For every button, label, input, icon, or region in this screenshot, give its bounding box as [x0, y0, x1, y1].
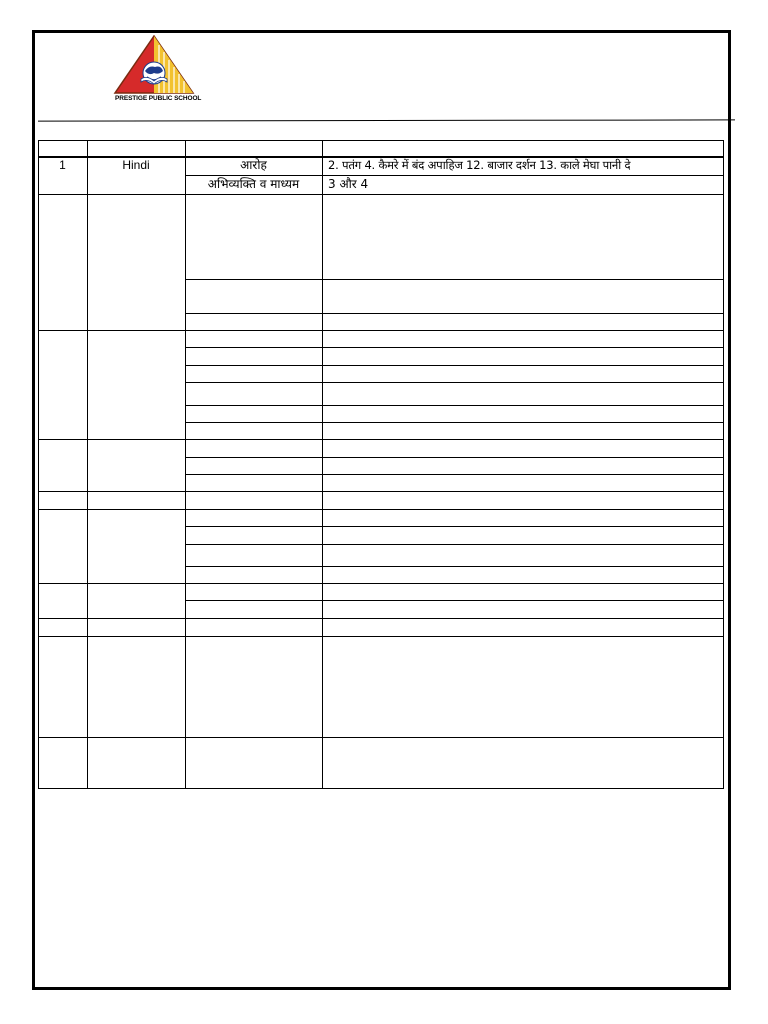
book-title: अभिव्यक्ति व माध्यम [207, 177, 300, 191]
book-title: आरोह [240, 158, 267, 172]
row-serial: 1 [59, 158, 66, 172]
header-divider [38, 119, 735, 121]
school-name: PRESTIGE PUBLIC SCHOOL [115, 95, 202, 102]
syllabus-table [38, 140, 724, 789]
book-chapters: 2. पतंग 4. कैमरे में बंद अपाहिज 12. बाजार दर्शन 13. काले मेघा पानी दे [328, 158, 631, 172]
book-chapters: 3 और 4 [328, 177, 369, 191]
row-subject: Hindi [122, 158, 150, 172]
header [35, 33, 728, 121]
